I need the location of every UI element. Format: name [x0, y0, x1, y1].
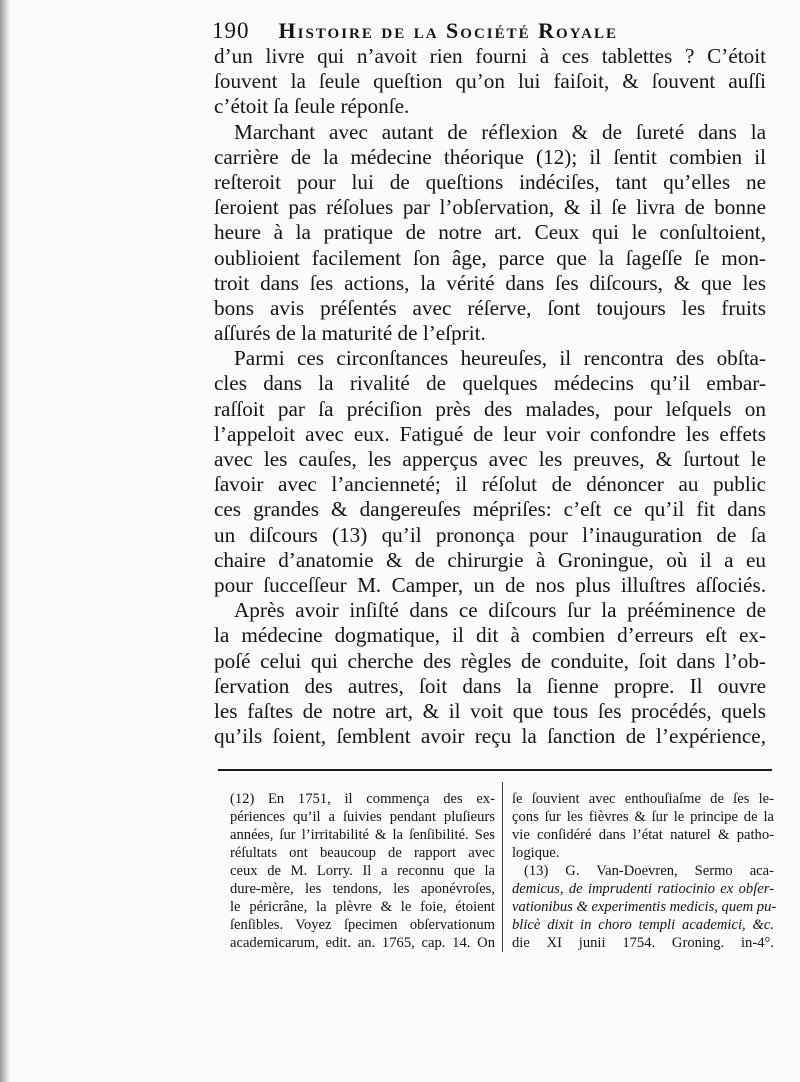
text-line: ſervation des autres, ſoit dans la ſienne propre. Il ouvre [214, 673, 766, 698]
text-line: la médecine dogmatique, il dit à combien d’erreurs eſt ex- [214, 623, 766, 648]
footnote-line: demicus, de imprudenti ratiocinio ex obſer- [512, 881, 774, 897]
text-line: carrière de la médecine théorique (12); il ſentit combien il [214, 144, 766, 169]
paragraph-start-line: Après avoir inſiſté dans ce diſcours ſur la prééminence de [234, 598, 766, 623]
footnote-line: die XI junii 1754. Groning. in-4°. [512, 935, 774, 951]
text-line: poſé celui qui cherche des règles de conduite, ſoit dans l’ob- [214, 648, 766, 673]
text-line: cles dans la rivalité de quelques médecins qu’il embar- [214, 371, 766, 396]
paragraph-start-line: Parmi ces circonſtances heureuſes, il rencontra des obſta- [234, 346, 766, 371]
footnote-line: ceux de M. Lorry. Il a reconnu que la [230, 863, 495, 879]
text-line: chaire d’anatomie & de chirurgie à Groningue, où il a eu [214, 547, 766, 572]
text-line: les faſtes de notre art, & il voit que tous ſes procédés, quels [214, 698, 766, 723]
footnote-line: academicarum, edit. an. 1765, cap. 14. On [230, 935, 495, 951]
paragraph-start-line: Marchant avec autant de réflexion & de ſureté dans la [234, 119, 766, 144]
text-line: oublioient facilement ſon âge, parce que la ſageſſe ſe mon- [214, 245, 766, 270]
footnotes-left-column [230, 790, 495, 952]
footnote-line: périences qu’il a ſuivies pendant pluſieurs [230, 809, 495, 825]
text-line: ſeroient pas réſolues par l’obſervation, & il ſe livra de bonne [214, 195, 766, 220]
footnotes-right-column [512, 790, 777, 952]
text-line: l’appeloit avec eux. Fatigué de leur voir confondre les effets [214, 421, 766, 446]
footnote-line: çons ſur les fièvres & ſur le principe de la [512, 809, 774, 825]
footnote-line: vie conſidéré dans l’état naturel & patho- [512, 827, 774, 843]
footnote-line: ſenſibles. Voyez ſpecimen obſervationum [230, 917, 495, 933]
footnote-rule [218, 769, 772, 771]
footnote-line: réſultats ont beaucoup de rapport avec [230, 845, 495, 861]
text-line: heure à la pratique de notre art. Ceux qui le conſultoient, [214, 220, 766, 245]
footnote-line: ſe ſouvient avec enthouſiaſme de ſes le- [512, 791, 774, 807]
page-edge-shadow [0, 0, 10, 1082]
text-line: ces grandes & dangereuſes mépriſes: c’eſt ce qu’il fit dans [214, 497, 766, 522]
text-line: avec les cauſes, les apperçus avec les preuves, & ſurtout le [214, 447, 766, 471]
text-line: c’étoit ſa ſeule réponſe. [214, 94, 410, 119]
page-number: 190 [212, 18, 250, 43]
main-text [214, 44, 766, 749]
footnote-line: logique. [512, 845, 560, 861]
text-line: bons avis préſentés avec réſerve, ſont toujours les fruits [214, 295, 766, 320]
text-line: troit dans ſes actions, la vérité dans ſes diſcours, & que les [214, 270, 766, 295]
footnote-column-divider [502, 782, 503, 952]
footnote-line: le péricrâne, la plèvre & le foie, étoient [230, 899, 495, 915]
running-title: Histoire de la Société Royale [278, 18, 618, 43]
text-line: pour ſucceſſeur M. Camper, un de nos plus illuſtres aſſociés. [214, 572, 766, 597]
footnote-line: dure-mère, les tendons, les aponévroſes, [230, 881, 495, 897]
text-line: ſavoir avec l’ancienneté; il réſolut de dénoncer au public [214, 472, 766, 497]
text-line: qu’ils ſoient, ſemblent avoir reçu la ſanction de l’expérience, [214, 724, 766, 749]
footnote-line: vationibus & experimentis medicis, quem pu- [512, 899, 777, 915]
text-line: raſſoit par ſa préciſion près des malades, pour leſquels on [214, 396, 766, 421]
text-line: ſouvent la ſeule queſtion qu’on lui faiſoit, & ſouvent auſſi [214, 69, 766, 94]
footnote-line: (13) G. Van-Doevren, Sermo aca- [524, 863, 774, 879]
text-line: d’un livre qui n’avoit rien fourni à ces tablettes ? C’étoit [214, 44, 766, 68]
text-line: un diſcours (13) qu’il prononça pour l’inauguration de ſa [214, 522, 766, 547]
footnote-line: blicè dixit in choro templi academici, &c. [512, 917, 774, 933]
text-line: aſſurés de la maturité de l’eſprit. [214, 321, 486, 346]
text-line: reſteroit pour lui de queſtions indéciſes, tant qu’elles ne [214, 169, 766, 194]
footnote-line: années, ſur l’irritabilité & la ſenſibilité. Ses [230, 827, 495, 843]
footnote-line: (12) En 1751, il commença des ex- [230, 791, 495, 807]
